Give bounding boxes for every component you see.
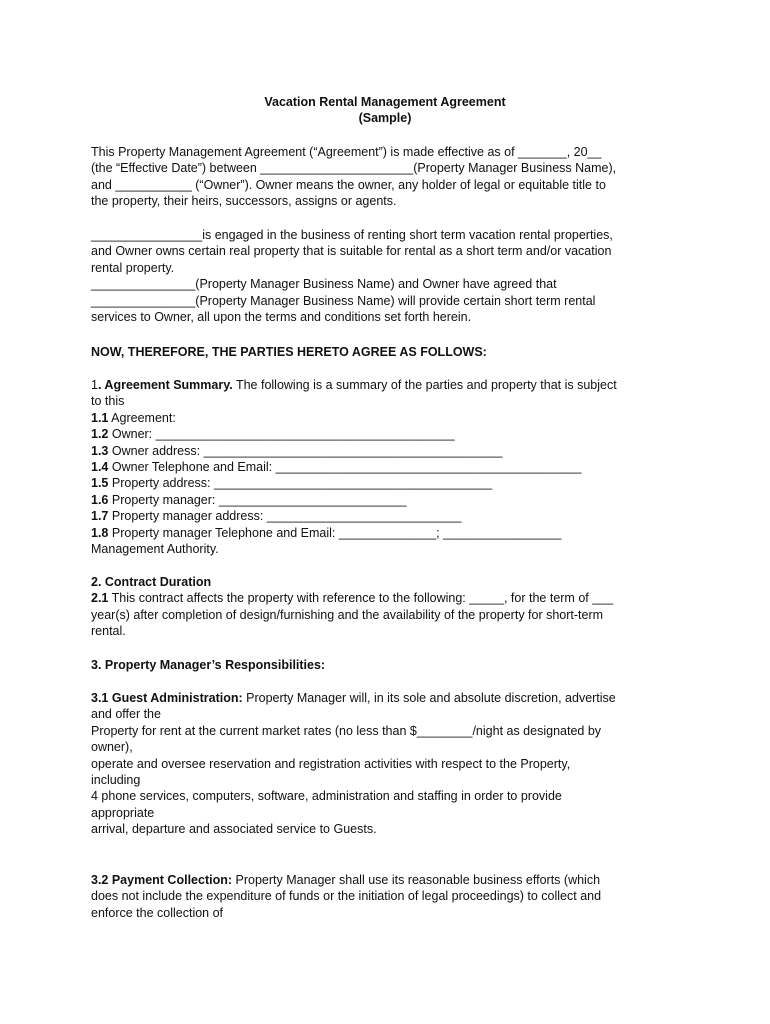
summary-item-number: 1.1 xyxy=(91,410,109,425)
summary-item-number: 1.7 xyxy=(91,509,109,524)
summary-item-text: Property address: ________________________________________ xyxy=(108,476,493,491)
summary-item xyxy=(91,459,691,475)
intro-paragraph xyxy=(91,144,691,210)
recital-line: and Owner owns certain real property that is suitable for rental as a short term and/or vacation xyxy=(91,244,612,259)
section-1-text-line: to this xyxy=(91,394,125,409)
recitals-paragraph xyxy=(91,227,691,325)
section-3-1-line: operate and oversee reservation and registration activities with respect to the Property, xyxy=(91,756,571,771)
section-3-heading: 3. Property Manager’s Responsibilities: xyxy=(91,658,326,672)
document-subtitle: (Sample) xyxy=(358,111,412,125)
section-3-2-text: Property Manager shall use its reasonable business efforts (which xyxy=(232,873,601,887)
section-3-1-line: and offer the xyxy=(91,707,161,722)
summary-item-text: Property manager: ___________________________ xyxy=(108,492,407,507)
summary-item xyxy=(91,525,691,541)
recital-line: ________________is engaged in the business of renting short term vacation rental properties, xyxy=(91,228,613,242)
summary-item-number: 1.5 xyxy=(91,476,109,491)
document-title: Vacation Rental Management Agreement xyxy=(264,95,506,109)
section-1-first-line xyxy=(91,377,691,393)
summary-item-text: Property manager address: ____________________________ xyxy=(108,509,462,524)
section-3-2-line: does not include the expenditure of funds or the initiation of legal proceedings) to collect and xyxy=(91,889,602,904)
summary-item-number: 1.8 xyxy=(91,525,109,540)
section-2-line: year(s) after completion of design/furnishing and the availability of the property for short-term xyxy=(91,607,604,622)
section-3-1-line: appropriate xyxy=(91,805,155,820)
section-2-1-text: This contract affects the property with reference to the following: _____, for the term of ___ xyxy=(108,591,614,606)
summary-item-number: 1.3 xyxy=(91,443,109,458)
summary-item-text: Agreement: xyxy=(108,410,176,425)
summary-item xyxy=(91,475,691,491)
intro-line: the property, their heirs, successors, assigns or agents. xyxy=(91,194,397,209)
section-3-1-line: Property for rent at the current market rates (no less than $________/night as designated by xyxy=(91,723,602,738)
summary-item-text: Owner Telephone and Email: ____________________________________________ xyxy=(108,460,582,475)
section-3-1-heading: 3.1 Guest Administration: xyxy=(91,691,243,705)
recital-line: _______________(Property Manager Business Name) will provide certain short term rental xyxy=(91,293,596,308)
recital-line: rental property. xyxy=(91,260,175,275)
section-3-1-text: Property Manager will, in its sole and absolute discretion, advertise xyxy=(242,691,616,705)
summary-item xyxy=(91,426,691,442)
summary-item-number: 1.6 xyxy=(91,492,109,507)
summary-item xyxy=(91,492,691,508)
summary-item-number: 1.2 xyxy=(91,427,109,442)
section-3-1-line: including xyxy=(91,773,141,788)
summary-item-text: Owner: ___________________________________________ xyxy=(108,427,455,442)
section-1-number: 1 xyxy=(91,378,98,392)
recital-line: services to Owner, all upon the terms and conditions set forth herein. xyxy=(91,310,472,325)
section-3-1-line: arrival, departure and associated service to Guests. xyxy=(91,822,377,837)
section-3-1-first-line xyxy=(91,690,691,706)
section-1-heading: . Agreement Summary. xyxy=(97,378,233,392)
intro-line: This Property Management Agreement (“Agreement”) is made effective as of _______, 20__ xyxy=(91,145,602,159)
section-3-1-line: owner), xyxy=(91,740,133,755)
section-2 xyxy=(91,574,691,640)
section-3-2 xyxy=(91,872,691,921)
summary-item-text: Owner address: ___________________________________________ xyxy=(108,443,503,458)
section-2-heading: 2. Contract Duration xyxy=(91,575,212,589)
summary-item-text: Property manager Telephone and Email: ______________; _________________ xyxy=(108,525,562,540)
section-1-text: The following is a summary of the parties and property that is subject xyxy=(232,378,617,392)
now-therefore-heading: NOW, THEREFORE, THE PARTIES HERETO AGREE AS FOLLOWS: xyxy=(91,345,487,359)
section-3-1 xyxy=(91,690,691,838)
summary-item xyxy=(91,508,691,524)
section-3-2-first-line xyxy=(91,872,691,888)
intro-line: (the “Effective Date”) between ______________________(Property Manager Business Name), xyxy=(91,161,617,176)
intro-line: and ___________ (“Owner”). Owner means the owner, any holder of legal or equitable title to xyxy=(91,177,606,192)
section-3-2-heading: 3.2 Payment Collection: xyxy=(91,873,233,887)
section-3-2-line: enforce the collection of xyxy=(91,905,224,920)
section-2-1-number: 2.1 xyxy=(91,591,109,606)
section-2-line: rental. xyxy=(91,624,126,639)
recital-line: _______________(Property Manager Business Name) and Owner have agreed that xyxy=(91,277,557,292)
summary-item-number: 1.4 xyxy=(91,460,109,475)
section-3-1-line: 4 phone services, computers, software, administration and staffing in order to provide xyxy=(91,789,562,804)
summary-item xyxy=(91,443,691,459)
section-2-line xyxy=(91,590,691,606)
management-authority: Management Authority. xyxy=(91,542,219,557)
section-1 xyxy=(91,377,691,557)
summary-item xyxy=(91,410,691,426)
